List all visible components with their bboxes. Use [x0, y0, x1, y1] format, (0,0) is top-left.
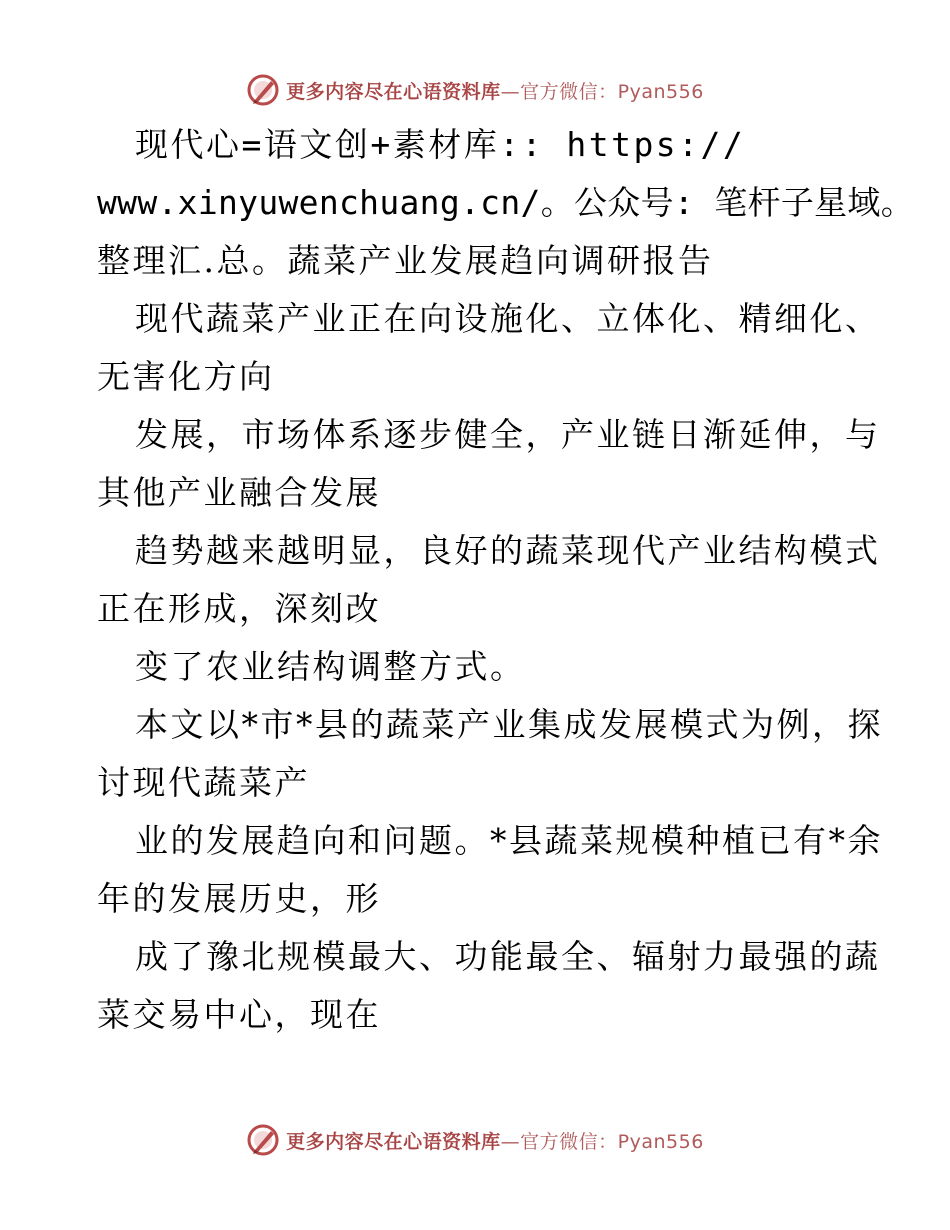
footer-watermark-banner	[0, 1122, 950, 1158]
document-body	[97, 116, 915, 1044]
body-line-15: 成了豫北规模最大、功能最全、辐射力最强的蔬	[135, 937, 881, 976]
body-line-3: 整理汇.总。蔬菜产业发展趋向调研报告	[97, 241, 714, 280]
body-line-8: 趋势越来越明显，良好的蔬菜现代产业结构模式	[135, 531, 881, 570]
header-banner-wechat: 官方微信：Pyan556	[520, 80, 704, 103]
pen-logo-icon	[246, 1123, 280, 1157]
footer-banner-dash: —	[500, 1130, 521, 1153]
body-line-7: 其他产业融合发展	[97, 473, 381, 512]
body-line-11: 本文以*市*县的蔬菜产业集成发展模式为例，探	[135, 705, 883, 744]
header-watermark-banner	[0, 72, 950, 108]
footer-banner-main: 更多内容尽在心语资料库	[286, 1130, 501, 1153]
footer-banner-text	[286, 1127, 704, 1154]
body-line-12: 讨现代蔬菜产	[97, 763, 310, 802]
body-line-6: 发展，市场体系逐步健全，产业链日渐延伸，与	[135, 415, 881, 454]
body-line-2: www.xinyuwenchuang.cn/。公众号: 笔杆子星域。	[97, 183, 915, 222]
body-line-5: 无害化方向	[97, 357, 275, 396]
body-line-1: 现代心=语文创+素材库:: https://	[135, 125, 746, 164]
header-banner-dash: —	[500, 80, 521, 103]
header-banner-main: 更多内容尽在心语资料库	[286, 80, 501, 103]
pen-logo-icon	[246, 73, 280, 107]
footer-banner-wechat: 官方微信：Pyan556	[520, 1130, 704, 1153]
body-line-10: 变了农业结构调整方式。	[135, 647, 526, 686]
body-line-14: 年的发展历史，形	[97, 879, 381, 918]
body-line-9: 正在形成，深刻改	[97, 589, 381, 628]
body-line-13: 业的发展趋向和问题。*县蔬菜规模种植已有*余	[135, 821, 883, 860]
body-line-16: 菜交易中心，现在	[97, 995, 381, 1034]
header-banner-text	[286, 77, 704, 104]
body-line-4: 现代蔬菜产业正在向设施化、立体化、精细化、	[135, 299, 881, 338]
